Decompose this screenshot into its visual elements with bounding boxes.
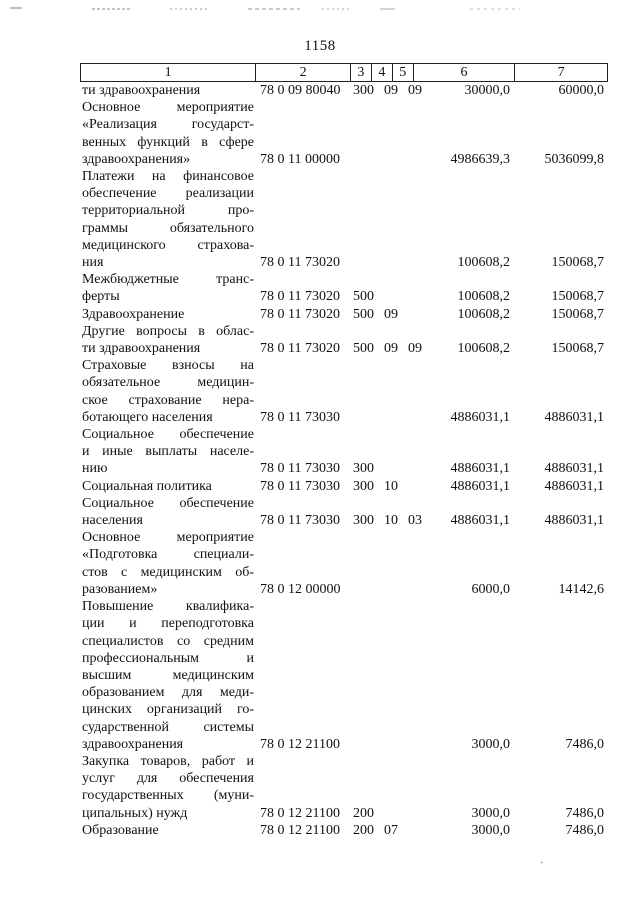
- row-amount-1: 3000,0: [471, 822, 510, 838]
- row-name-line: населения: [82, 513, 143, 529]
- row-name: [80, 82, 256, 99]
- row-code: 78 0 11 73020: [260, 306, 340, 322]
- row-name-line: Закупка товаров, работ и: [82, 753, 254, 769]
- row-code: 78 0 11 73030: [260, 478, 340, 494]
- budget-table-body: [80, 82, 608, 839]
- row-name-line: ции и переподготовка: [82, 616, 254, 632]
- row-amount-2: 4886031,1: [544, 409, 604, 425]
- row-name: [80, 168, 256, 271]
- row-expense-type: 500: [353, 341, 374, 357]
- row-amount-1: 100608,2: [457, 255, 510, 271]
- table-row: [80, 168, 608, 271]
- row-name-line: ципальных) нужд: [82, 805, 188, 821]
- table-row: [80, 598, 608, 753]
- row-amount-1: 3000,0: [471, 736, 510, 752]
- table-row: [80, 478, 608, 495]
- row-code: 78 0 11 00000: [260, 151, 340, 167]
- column-header-2: 2: [256, 64, 351, 81]
- row-expense-type: 200: [353, 822, 374, 838]
- table-column-header: [80, 63, 608, 82]
- row-amount-1: 4886031,1: [450, 461, 510, 477]
- row-name-line: здравоохранения»: [82, 151, 191, 167]
- row-amount-1: 4886031,1: [450, 478, 510, 494]
- row-name-line: услуг для обеспечения: [82, 771, 254, 787]
- table-row: [80, 323, 608, 357]
- table-row: [80, 306, 608, 323]
- table-row: [80, 529, 608, 598]
- row-code: 78 0 11 73030: [260, 409, 340, 425]
- row-name-line: ти здравоохранения: [82, 341, 201, 357]
- row-name: [80, 478, 256, 495]
- row-expense-type: 300: [353, 478, 374, 494]
- row-name-line: специалистов со средним: [82, 633, 254, 649]
- row-code: 78 0 11 73020: [260, 289, 340, 305]
- row-name: [80, 99, 256, 168]
- row-name-line: Межбюджетные транс-: [82, 272, 254, 288]
- row-name-line: Основное мероприятие: [82, 530, 254, 546]
- row-name-line: Страховые взносы на: [82, 358, 254, 374]
- row-name-line: медицинского страхова-: [82, 237, 254, 253]
- row-subsection: 03: [408, 513, 422, 529]
- row-amount-1: 4986639,3: [450, 151, 510, 167]
- row-amount-1: 30000,0: [464, 83, 510, 98]
- row-section: 09: [384, 341, 398, 357]
- table-row: [80, 753, 608, 822]
- row-name: [80, 753, 256, 822]
- row-amount-1: 100608,2: [457, 289, 510, 305]
- row-amount-2: 4886031,1: [544, 478, 604, 494]
- column-header-3: 3: [351, 64, 372, 81]
- row-name-line: образованием для меди-: [82, 685, 254, 701]
- row-name-line: сударственной системы: [82, 719, 254, 735]
- table-row: [80, 495, 608, 529]
- row-name-line: разованием»: [82, 581, 158, 597]
- row-expense-type: 200: [353, 805, 374, 821]
- row-name-line: Другие вопросы в облас-: [82, 323, 254, 339]
- row-name-line: профессиональным и: [82, 650, 254, 666]
- row-name-line: цинских организаций го-: [82, 702, 254, 718]
- row-name: [80, 495, 256, 529]
- row-code: 78 0 11 73020: [260, 341, 340, 357]
- row-section: 10: [384, 478, 398, 494]
- row-name-line: «Реализация государст-: [82, 117, 254, 133]
- row-name-line: Социальное обеспечение: [82, 495, 254, 511]
- row-code: 78 0 12 21100: [260, 736, 340, 752]
- row-amount-2: 150068,7: [551, 255, 604, 271]
- row-code: 78 0 12 21100: [260, 805, 340, 821]
- row-name-line: ботающего населения: [82, 409, 213, 425]
- row-name-line: стов с медицинским об-: [82, 564, 254, 580]
- table-row: [80, 82, 608, 99]
- row-name: [80, 271, 256, 305]
- column-header-5: 5: [393, 64, 414, 81]
- row-section: 07: [384, 822, 398, 838]
- table-row: [80, 822, 608, 839]
- row-amount-1: 3000,0: [471, 805, 510, 821]
- row-name: [80, 529, 256, 598]
- row-amount-2: 7486,0: [565, 736, 604, 752]
- row-name: [80, 323, 256, 357]
- row-name: [80, 357, 256, 426]
- row-name-line: ния: [82, 255, 104, 271]
- column-header-4: 4: [372, 64, 393, 81]
- row-name-line: Здравоохранение: [82, 306, 185, 322]
- column-header-6: 6: [414, 64, 516, 81]
- row-name-line: ское страхование нера-: [82, 392, 254, 408]
- column-header-7: 7: [557, 65, 565, 80]
- row-amount-2: 60000,0: [558, 83, 604, 98]
- row-name-line: «Подготовка специали-: [82, 547, 254, 563]
- row-section: 10: [384, 513, 398, 529]
- row-name-line: ти здравоохранения: [82, 83, 201, 98]
- row-name-line: Социальная политика: [82, 478, 212, 494]
- table-row: [80, 426, 608, 478]
- row-name-line: ферты: [82, 289, 120, 305]
- row-subsection: 09: [408, 341, 422, 357]
- row-name-line: Повышение квалифика-: [82, 599, 254, 615]
- row-amount-2: 150068,7: [551, 306, 604, 322]
- row-amount-2: 5036099,8: [544, 151, 604, 167]
- row-amount-2: 7486,0: [565, 822, 604, 838]
- row-amount-2: 7486,0: [565, 805, 604, 821]
- row-name-line: обеспечение реализации: [82, 186, 254, 202]
- row-name-line: и иные выплаты населе-: [82, 444, 254, 460]
- page-number: 1158: [304, 38, 336, 54]
- table-row: [80, 99, 608, 168]
- row-code: 78 0 11 73030: [260, 461, 340, 477]
- row-name-line: нию: [82, 461, 108, 477]
- row-amount-2: 150068,7: [551, 341, 604, 357]
- row-name-line: государственных (муни-: [82, 788, 254, 804]
- row-name: [80, 822, 256, 839]
- row-amount-1: 4886031,1: [450, 409, 510, 425]
- row-expense-type: 300: [353, 83, 374, 98]
- row-section: 09: [384, 83, 398, 98]
- row-amount-2: 14142,6: [558, 581, 604, 597]
- row-code: 78 0 12 21100: [260, 822, 340, 838]
- column-header-1: 1: [81, 64, 256, 81]
- row-amount-2: 4886031,1: [544, 513, 604, 529]
- row-name: [80, 598, 256, 753]
- scan-artifact-marks: [0, 0, 640, 30]
- table-row: [80, 357, 608, 426]
- row-name-line: территориальной про-: [82, 203, 254, 219]
- row-name: [80, 306, 256, 323]
- row-code: 78 0 11 73020: [260, 255, 340, 271]
- row-amount-1: 4886031,1: [450, 513, 510, 529]
- row-name-line: обязательное медицин-: [82, 375, 254, 391]
- row-amount-1: 6000,0: [471, 581, 510, 597]
- row-name-line: Социальное обеспечение: [82, 427, 254, 443]
- row-code: 78 0 12 00000: [260, 581, 341, 597]
- row-amount-2: 150068,7: [551, 289, 604, 305]
- row-code: 78 0 11 73030: [260, 513, 340, 529]
- scan-speck: ·: [540, 858, 544, 869]
- row-code: 78 0 09 80040: [260, 83, 341, 98]
- row-amount-1: 100608,2: [457, 306, 510, 322]
- row-name-line: Образование: [82, 822, 159, 838]
- row-name: [80, 426, 256, 478]
- row-name-line: Основное мероприятие: [82, 100, 254, 116]
- row-section: 09: [384, 306, 398, 322]
- row-expense-type: 300: [353, 513, 374, 529]
- row-subsection: 09: [408, 83, 422, 98]
- row-expense-type: 300: [353, 461, 374, 477]
- row-amount-1: 100608,2: [457, 341, 510, 357]
- row-name-line: здравоохранения: [82, 736, 184, 752]
- row-name-line: венных функций в сфере: [82, 134, 254, 150]
- row-name-line: Платежи на финансовое: [82, 169, 254, 185]
- row-expense-type: 500: [353, 289, 374, 305]
- row-expense-type: 500: [353, 306, 374, 322]
- row-name-line: высшим медицинским: [82, 667, 254, 683]
- table-row: [80, 271, 608, 305]
- row-amount-2: 4886031,1: [544, 461, 604, 477]
- row-name-line: граммы обязательного: [82, 220, 254, 236]
